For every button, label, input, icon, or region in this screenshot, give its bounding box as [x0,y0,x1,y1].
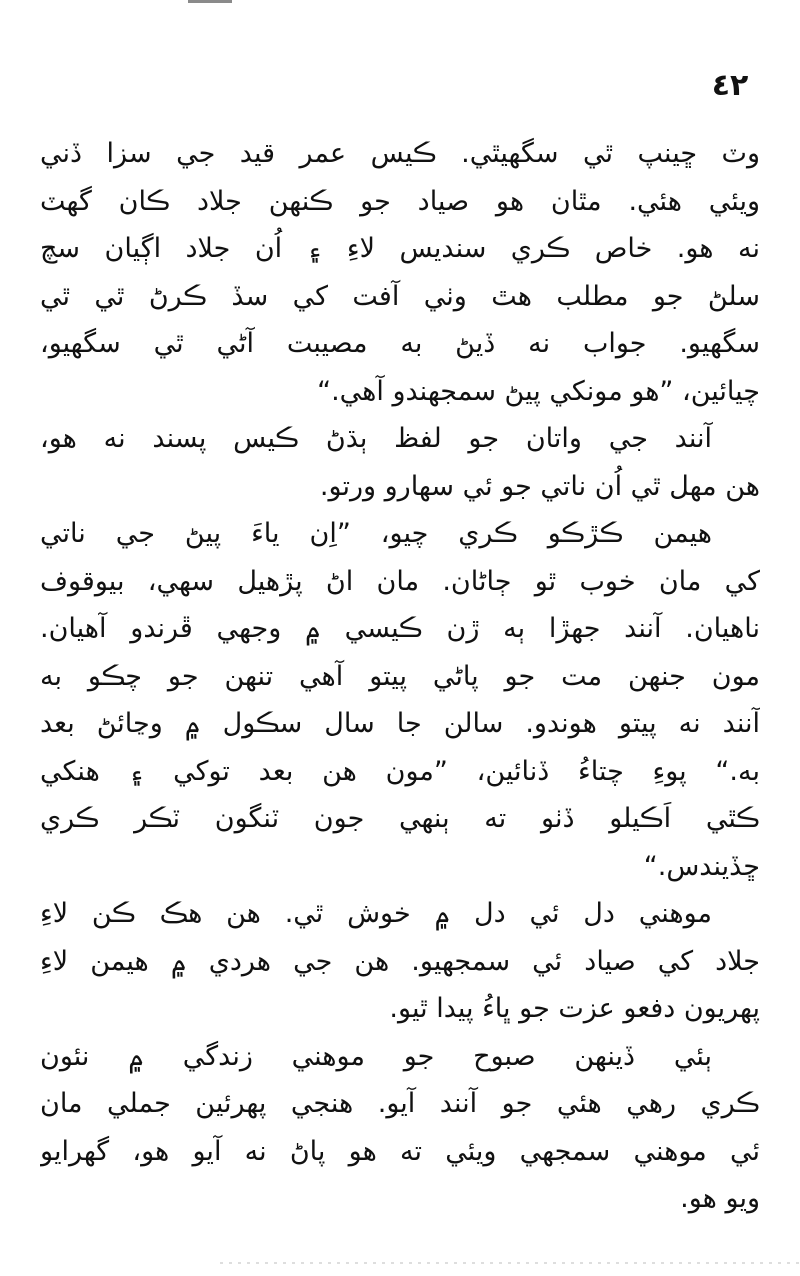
text-line: آنند جي واتان جو لفظ ٻڌڻ ڪيس پسند نه هو، [40,423,712,454]
text-line: سگهيو. جواب نه ڏيڻ به مصيبت آڻي ٿي سگهيو، [40,328,760,359]
text-line: ويو هو. [680,1183,760,1214]
text-line: ڪري رهي هئي جو آنند آيو. هنجي پهرئين جملي مان [40,1088,760,1119]
text-line: پهريون دفعو عزت جو ڀاءُ پيدا ٿيو. [389,993,760,1024]
text-line: ڪٿي اَڪيلو ڏٺو ته ٻنهي جون ٽنگون ٽڪر ڪري [40,803,760,834]
paragraph-5 [40,1033,760,1223]
text-line: ناهيان. آنند جهڙا ٻه ڙن ڪيسي ۾ وجهي ڦرندو آهيان. [40,613,760,644]
text-line: به.“ پوءِ چتاءُ ڏنائين، ”مون هن بعد توکي ۽ هنکي [40,755,760,787]
text-line: ويئي هئي. مٿان هو صياد جو ڪنهن جلاد ڪان گهٽ [40,185,760,217]
text-line: کي مان خوب ٿو ڄاڻان. مان اڻ پڙهيل سهي، بيوقوف [40,565,760,597]
text-line: ٻئي ڏينهن صبوح جو موهني زندگي ۾ نئون [40,1040,712,1072]
text-line: هن مهل ٿي اُن ناتي جو ئي سهارو ورتو. [319,470,760,502]
text-line: ڇڏيندس.“ [643,850,760,882]
paragraph-4 [40,890,760,1033]
scan-noise-strip [220,1262,800,1264]
text-line: نه هو. خاص ڪري سنديس لاءِ ۽ اُن جلاد اڳيان سچ [40,233,760,264]
text-line: موهني دل ئي دل ۾ خوش ٿي. هن هڪ ڪن لاءِ [40,898,712,929]
text-line: آنند نه پيتو هوندو. سالن جا سال سڪول ۾ وڃائڻ بعد [40,708,760,739]
text-line: مون جنهن مت جو پاڻي پيتو آهي تنهن جو چڪو به [40,660,760,692]
page-number: ٤٢ [711,68,749,103]
paragraph-3 [40,510,760,890]
text-line: جلاد کي صياد ئي سمجهيو. هن جي هردي ۾ هيمن لاءِ [40,945,760,977]
text-line: ئي موهني سمجهي ويئي ته هو پاڻ نه آيو هو، گهرايو [40,1135,760,1167]
text-line: وٽ ڇينپ ٿي سگهيٿي. ڪيس عمر قيد جي سزا ڏني [40,138,760,169]
text-line: چيائين، ”هو مونکي پيڻ سمجهندو آهي.“ [317,375,760,407]
text-line: سلڻ جو مطلب هٿ وٺي آفت کي سڏ ڪرڻ ٿي ٿي [40,280,760,312]
scan-edge-mark [188,0,232,3]
paragraph-2 [40,415,760,510]
text-line: هيمن ڪڙڪو ڪري چيو، ”اِن ياءَ پيڻ جي ناتي [40,518,712,549]
paragraph-1 [40,130,760,415]
page-body-text [40,130,760,1223]
